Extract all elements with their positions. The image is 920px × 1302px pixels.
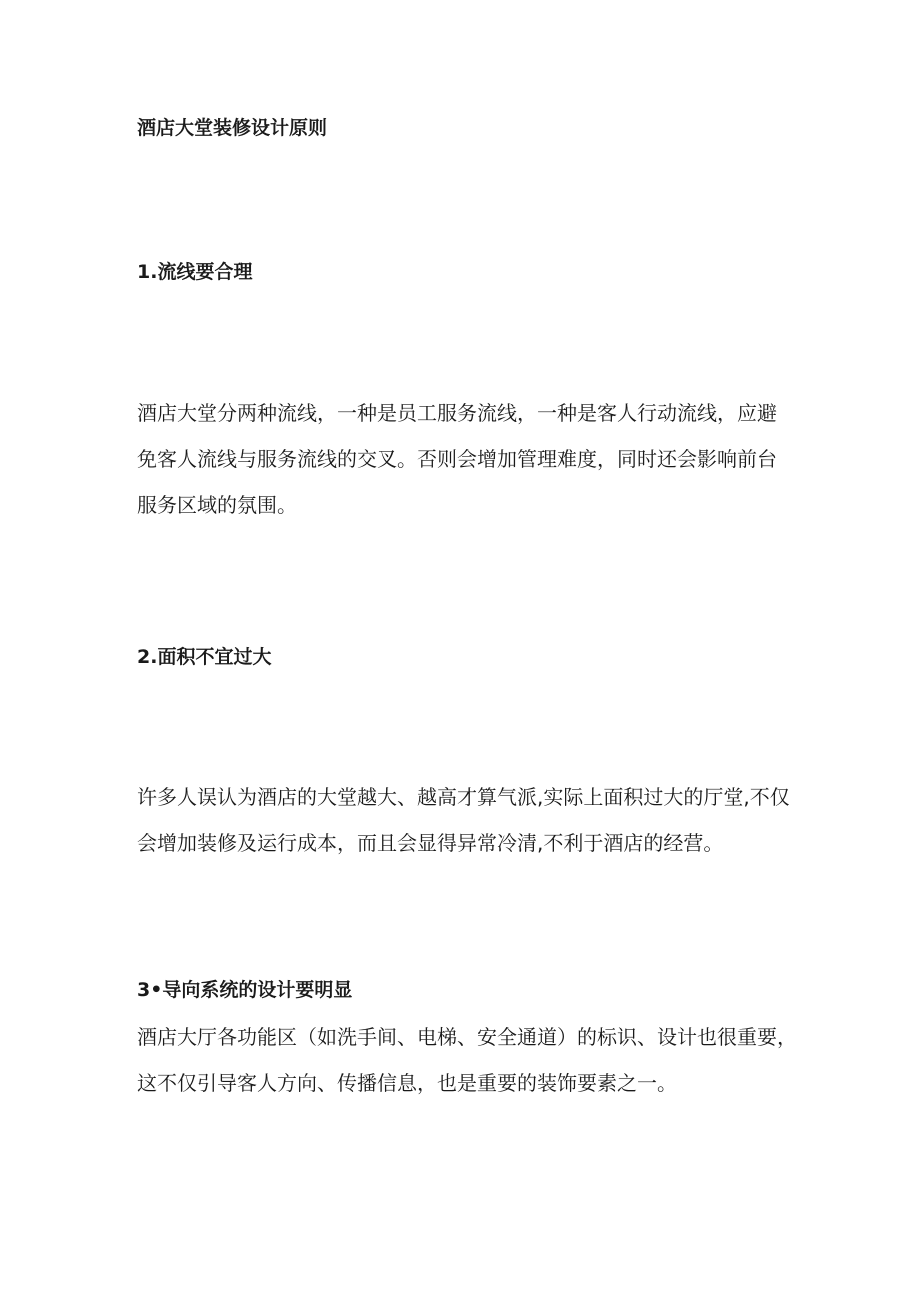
section-heading-signage: 3•导向系统的设计要明显 — [137, 979, 353, 1001]
paragraph-line: 酒店大堂分两种流线，一种是员工服务流线，一种是客人行动流线，应避 — [137, 401, 777, 425]
section-heading-area: 2.面积不宜过大 — [137, 646, 272, 668]
paragraph-line: 免客人流线与服务流线的交叉。否则会增加管理难度，同时还会影响前台 — [137, 447, 777, 471]
document-title: 酒店大堂装修设计原则 — [137, 117, 328, 139]
section-heading-flow: 1.流线要合理 — [137, 261, 253, 283]
section-paragraph-area — [137, 774, 790, 866]
section-paragraph-signage — [137, 1014, 797, 1106]
paragraph-line: 酒店大厅各功能区（如洗手间、电梯、安全通道）的标识、设计也很重要， — [137, 1025, 797, 1049]
paragraph-line: 这不仅引导客人方向、传播信息，也是重要的装饰要素之一。 — [137, 1071, 677, 1095]
paragraph-line: 会增加装修及运行成本，而且会显得异常冷清,不利于酒店的经营。 — [137, 831, 724, 855]
paragraph-line: 许多人误认为酒店的大堂越大、越高才算气派,实际上面积过大的厅堂,不仅 — [137, 785, 790, 809]
paragraph-line: 服务区域的氛围。 — [137, 493, 297, 517]
section-paragraph-flow — [137, 390, 777, 528]
